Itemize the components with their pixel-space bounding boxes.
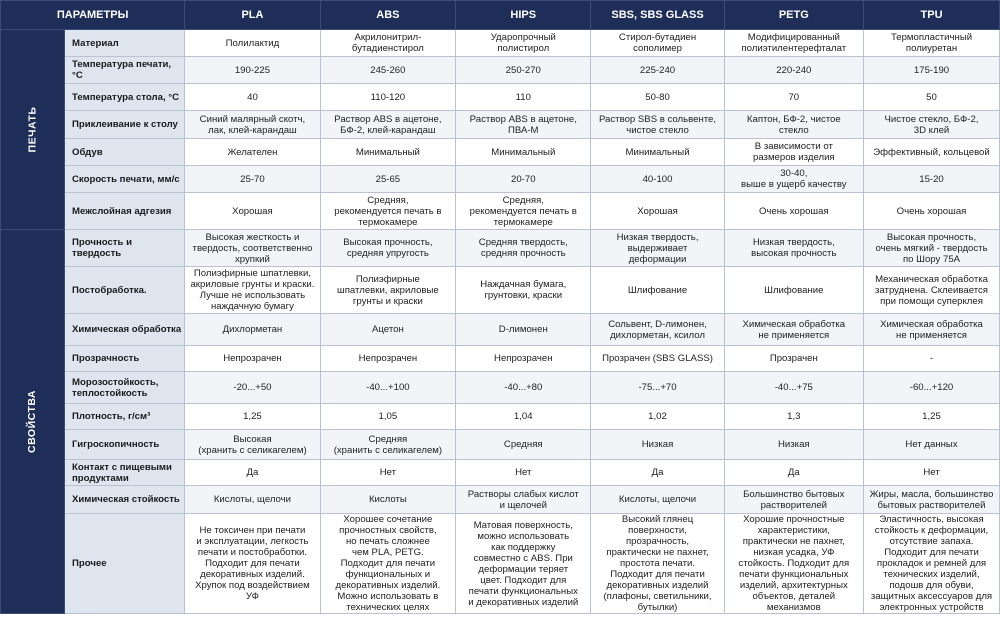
parameter-name: Контакт с пищевыми продуктами (65, 460, 185, 486)
value-cell: Растворы слабых кислот и щелочей (456, 486, 591, 514)
table-row (1, 346, 1000, 372)
value-cell: Прозрачен (724, 346, 863, 372)
parameter-name: Химическая стойкость (65, 486, 185, 514)
value-cell: Дихлорметан (185, 314, 320, 346)
value-cell: 220-240 (724, 57, 863, 84)
table-row (1, 193, 1000, 230)
group-label-print (1, 30, 65, 230)
value-cell: 20-70 (456, 166, 591, 193)
value-cell: Чистое стекло, БФ-2, 3D клей (864, 111, 1000, 139)
value-cell: Низкая (591, 430, 724, 460)
header-material-pla: PLA (185, 1, 320, 30)
value-cell: Акрилонитрил- бутадиенстирол (320, 30, 455, 57)
value-cell: Ацетон (320, 314, 455, 346)
parameter-name: Межслойная адгезия (65, 193, 185, 230)
value-cell: Средняя (хранить с селикагелем) (320, 430, 455, 460)
value-cell: 1,25 (864, 404, 1000, 430)
value-cell: - (864, 346, 1000, 372)
parameter-name: Приклеивание к столу (65, 111, 185, 139)
value-cell: Термопластичный полиуретан (864, 30, 1000, 57)
header-material-hips: HIPS (456, 1, 591, 30)
value-cell: Раствор ABS в ацетоне, БФ-2, клей-карандаш (320, 111, 455, 139)
value-cell: Высокий глянец поверхности, прозрачность, практически не пахнет, простота печати. Подходит для печати декоративных изделий (плафоны, светильники, бутылки) (591, 514, 724, 614)
value-cell: Полилактид (185, 30, 320, 57)
table-row (1, 139, 1000, 166)
header-params: ПАРАМЕТРЫ (1, 1, 185, 30)
value-cell: Непрозрачен (456, 346, 591, 372)
value-cell: Шлифование (724, 267, 863, 314)
value-cell: 40-100 (591, 166, 724, 193)
group-label-text: ПЕЧАТЬ (25, 106, 38, 153)
value-cell: Прозрачен (SBS GLASS) (591, 346, 724, 372)
value-cell: 1,3 (724, 404, 863, 430)
value-cell: Минимальный (456, 139, 591, 166)
value-cell: Да (185, 460, 320, 486)
parameter-name: Плотность, г/см³ (65, 404, 185, 430)
parameter-name: Скорость печати, мм/с (65, 166, 185, 193)
value-cell: -75...+70 (591, 372, 724, 404)
parameter-name: Прозрачность (65, 346, 185, 372)
value-cell: Кислоты, щелочи (591, 486, 724, 514)
header-row (1, 1, 1000, 30)
value-cell: 25-65 (320, 166, 455, 193)
value-cell: Полиэфирные шпатлевки, акриловые грунты и краски (320, 267, 455, 314)
value-cell: Низкая (724, 430, 863, 460)
parameter-name: Материал (65, 30, 185, 57)
header-material-abs: ABS (320, 1, 455, 30)
value-cell: Синий малярный скотч, лак, клей-карандаш (185, 111, 320, 139)
table-row (1, 166, 1000, 193)
value-cell: Минимальный (591, 139, 724, 166)
value-cell: 110-120 (320, 84, 455, 111)
value-cell: 110 (456, 84, 591, 111)
value-cell: Нет (320, 460, 455, 486)
value-cell: Очень хорошая (864, 193, 1000, 230)
value-cell: Раствор SBS в сольвенте, чистое стекло (591, 111, 724, 139)
value-cell: 1,04 (456, 404, 591, 430)
value-cell: Минимальный (320, 139, 455, 166)
value-cell: D-лимонен (456, 314, 591, 346)
value-cell: Высокая прочность, средняя упругость (320, 230, 455, 267)
value-cell: 25-70 (185, 166, 320, 193)
value-cell: 15-20 (864, 166, 1000, 193)
value-cell: Хорошие прочностные характеристики, практически не пахнет, низкая усадка, УФ стойкость. Подходит для печати функциональных изделий, архитектурных объектов, деталей механизмов (724, 514, 863, 614)
value-cell: 1,02 (591, 404, 724, 430)
value-cell: Низкая твердость, выдерживает деформации (591, 230, 724, 267)
value-cell: Жиры, масла, большинство бытовых растворителей (864, 486, 1000, 514)
parameter-name: Постобработка. (65, 267, 185, 314)
value-cell: Нет (456, 460, 591, 486)
parameter-name: Химическая обработка (65, 314, 185, 346)
value-cell: 175-190 (864, 57, 1000, 84)
value-cell: Полиэфирные шпатлевки, акриловые грунты и краски. Лучше не использовать наждачную бумагу (185, 267, 320, 314)
table-row (1, 84, 1000, 111)
value-cell: Механическая обработка затруднена. Склеивается при помощи суперклея (864, 267, 1000, 314)
value-cell: Низкая твердость, высокая прочность (724, 230, 863, 267)
value-cell: 245-260 (320, 57, 455, 84)
table-row (1, 267, 1000, 314)
value-cell: Ударопрочный полистирол (456, 30, 591, 57)
table-row (1, 460, 1000, 486)
value-cell: 70 (724, 84, 863, 111)
parameter-name: Температура печати, °C (65, 57, 185, 84)
table-row (1, 57, 1000, 84)
value-cell: Средняя, рекомендуется печать в термокамере (456, 193, 591, 230)
value-cell: Не токсичен при печати и эксплуатации, легкость печати и постобработки. Подходит для печати декоративных изделий. Хрупок под воздействием УФ (185, 514, 320, 614)
table-row (1, 230, 1000, 267)
table-row (1, 372, 1000, 404)
value-cell: Хорошая (185, 193, 320, 230)
value-cell: -40...+80 (456, 372, 591, 404)
value-cell: Средняя (456, 430, 591, 460)
value-cell: -60...+120 (864, 372, 1000, 404)
table-row (1, 514, 1000, 614)
value-cell: В зависимости от размеров изделия (724, 139, 863, 166)
value-cell: 50 (864, 84, 1000, 111)
value-cell: 190-225 (185, 57, 320, 84)
group-label-properties (1, 230, 65, 614)
header-material-sbs: SBS, SBS GLASS (591, 1, 724, 30)
table-row (1, 111, 1000, 139)
value-cell: 1,25 (185, 404, 320, 430)
value-cell: 40 (185, 84, 320, 111)
value-cell: Средняя твердость, средняя прочность (456, 230, 591, 267)
parameter-name: Гигроскопичность (65, 430, 185, 460)
table-row (1, 486, 1000, 514)
value-cell: Химическая обработка не применяется (864, 314, 1000, 346)
value-cell: Да (591, 460, 724, 486)
table-row (1, 430, 1000, 460)
value-cell: Хорошая (591, 193, 724, 230)
value-cell: Высокая прочность, очень мягкий - твердость по Шору 75А (864, 230, 1000, 267)
value-cell: Сольвент, D-лимонен, дихлорметан, ксилол (591, 314, 724, 346)
parameter-name: Обдув (65, 139, 185, 166)
value-cell: Кислоты (320, 486, 455, 514)
value-cell: 225-240 (591, 57, 724, 84)
value-cell: Стирол-бутадиен сополимер (591, 30, 724, 57)
group-label-text: СВОЙСТВА (26, 390, 38, 453)
value-cell: Наждачная бумага, грунтовки, краски (456, 267, 591, 314)
table-row (1, 30, 1000, 57)
value-cell: Модифицированный полиэтилентерефталат (724, 30, 863, 57)
value-cell: Эффективный, кольцевой (864, 139, 1000, 166)
header-material-petg: PETG (724, 1, 863, 30)
value-cell: Нет данных (864, 430, 1000, 460)
value-cell: 50-80 (591, 84, 724, 111)
parameter-name: Прочее (65, 514, 185, 614)
parameter-name: Прочность и твердость (65, 230, 185, 267)
value-cell: Непрозрачен (320, 346, 455, 372)
value-cell: Эластичность, высокая стойкость к деформации, отсутствие запаха. Подходит для печати прокладок и ремней для технических изделий, подошв для обуви, защитных аксессуаров для электронных устройств (864, 514, 1000, 614)
value-cell: Непрозрачен (185, 346, 320, 372)
value-cell: Очень хорошая (724, 193, 863, 230)
value-cell: -40...+75 (724, 372, 863, 404)
value-cell: Высокая жесткость и твердость, соответственно хрупкий (185, 230, 320, 267)
parameter-name: Морозостойкость, теплостойкость (65, 372, 185, 404)
value-cell: Высокая (хранить с селикагелем) (185, 430, 320, 460)
value-cell: Шлифование (591, 267, 724, 314)
value-cell: Средняя, рекомендуется печать в термокамере (320, 193, 455, 230)
value-cell: 30-40, выше в ущерб качеству (724, 166, 863, 193)
value-cell: Да (724, 460, 863, 486)
value-cell: Каптон, БФ-2, чистое стекло (724, 111, 863, 139)
value-cell: Нет (864, 460, 1000, 486)
value-cell: -40...+100 (320, 372, 455, 404)
value-cell: Химическая обработка не применяется (724, 314, 863, 346)
value-cell: -20...+50 (185, 372, 320, 404)
table-row (1, 404, 1000, 430)
table-row (1, 314, 1000, 346)
value-cell: 1,05 (320, 404, 455, 430)
value-cell: Большинство бытовых растворителей (724, 486, 863, 514)
header-material-tpu: TPU (864, 1, 1000, 30)
value-cell: Желателен (185, 139, 320, 166)
value-cell: Раствор ABS в ацетоне, ПВА-М (456, 111, 591, 139)
parameter-name: Температура стола, °C (65, 84, 185, 111)
value-cell: 250-270 (456, 57, 591, 84)
value-cell: Хорошее сочетание прочностных свойств, но печать сложнее чем PLA, PETG. Подходит для печати функциональных и декоративных изделий. Можно использовать в технических целях (320, 514, 455, 614)
table-body (1, 30, 1000, 614)
value-cell: Матовая поверхность, можно использовать как поддержку совместно с ABS. При деформации теряет цвет. Подходит для печати функциональных и декоративных изделий (456, 514, 591, 614)
value-cell: Кислоты, щелочи (185, 486, 320, 514)
